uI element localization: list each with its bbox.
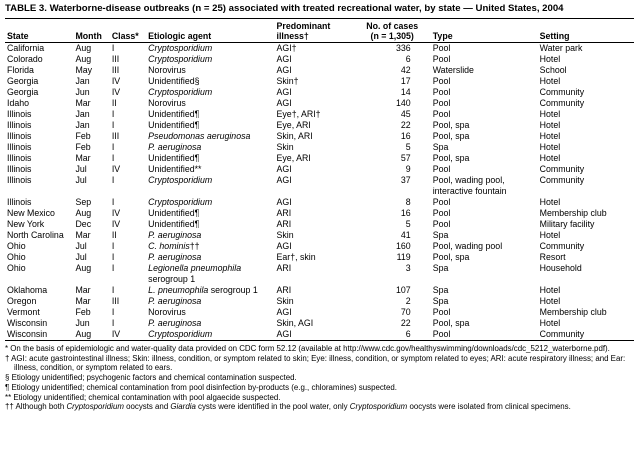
cell-class: III	[111, 65, 120, 75]
cell-class: I	[111, 307, 115, 317]
cell-illness: AGI	[276, 164, 292, 174]
cell-setting: Hotel	[539, 318, 561, 328]
cell-setting: Hotel	[539, 120, 561, 130]
table-row	[5, 329, 634, 341]
cell-class: III	[111, 131, 120, 141]
cell-type: Spa	[432, 142, 449, 152]
col-header-state: State	[5, 31, 73, 43]
table-row	[5, 109, 634, 120]
cell-state: New York	[7, 219, 45, 229]
cell-setting: Hotel	[539, 131, 561, 141]
footnote-text: Although both	[15, 402, 67, 412]
cell-month: Jan	[75, 109, 90, 119]
cell-state: Florida	[7, 65, 34, 75]
cell-class: I	[111, 241, 115, 251]
footnote-text: Etiology unidentified; chemical contamination from pool disinfection by-products (e.g., chloramines) suspected.	[11, 382, 397, 392]
cell-cases: 119	[396, 252, 411, 262]
table-row	[5, 98, 634, 109]
cell-cases: 3	[405, 263, 411, 273]
col-header-setting: Setting	[538, 31, 634, 43]
cell-state: Illinois	[7, 175, 32, 185]
cell-type: Pool	[432, 208, 451, 218]
cell-month: Feb	[75, 307, 91, 317]
cell-etiologic-agent: Norovirus	[148, 65, 186, 75]
cell-etiologic-agent: Unidentified¶	[148, 109, 200, 119]
cell-setting: Resort	[539, 252, 566, 262]
cell-cases: 42	[400, 65, 411, 75]
cell-etiologic-agent: C. hominis††	[148, 241, 200, 251]
cell-illness: Ear†, skin	[276, 252, 316, 262]
cell-class: I	[111, 252, 115, 262]
cell-cases: 14	[400, 87, 411, 97]
header-row-columns	[5, 31, 634, 43]
cell-setting: Hotel	[539, 296, 561, 306]
cell-cases: 6	[405, 329, 411, 339]
cell-setting: Community	[539, 164, 585, 174]
cell-etiologic-agent: P. aeruginosa	[148, 252, 202, 262]
footnotes	[5, 341, 634, 412]
cell-etiologic-agent: Unidentified**	[148, 164, 202, 174]
table-row	[5, 219, 634, 230]
cell-month: Jul	[75, 175, 87, 185]
cell-state: North Carolina	[7, 230, 64, 240]
cell-setting: Membership club	[539, 307, 607, 317]
cell-etiologic-agent: Cryptosporidium	[148, 175, 213, 185]
footnote	[5, 344, 634, 354]
cell-setting: Water park	[539, 43, 583, 53]
cell-illness: ARI	[276, 219, 292, 229]
cell-type: Pool	[432, 164, 451, 174]
cell-state: Ohio	[7, 252, 26, 262]
cell-type: Pool, spa	[432, 252, 470, 262]
cell-setting: School	[539, 65, 567, 75]
cell-illness: AGI	[276, 197, 292, 207]
cell-type: Spa	[432, 230, 449, 240]
cell-type: Pool, spa	[432, 318, 470, 328]
cell-class: I	[111, 318, 115, 328]
cell-illness: Eye†, ARI†	[276, 109, 321, 119]
cell-month: Mar	[75, 285, 91, 295]
cell-class: IV	[111, 208, 121, 218]
cell-state: Wisconsin	[7, 329, 48, 339]
cell-setting: Community	[539, 241, 585, 251]
cell-type: Spa	[432, 296, 449, 306]
cell-state: Ohio	[7, 241, 26, 251]
cell-state: Oregon	[7, 296, 37, 306]
col-header-month: Month	[73, 31, 109, 43]
cell-setting: Hotel	[539, 109, 561, 119]
cell-illness: ARI	[276, 208, 292, 218]
table-body	[5, 43, 634, 341]
footnote-marker: ††	[5, 402, 16, 412]
col-header-class: Class*	[110, 31, 146, 43]
cell-class: III	[111, 296, 120, 306]
cell-type: Pool, spa	[432, 153, 470, 163]
cell-month: Aug	[75, 263, 92, 273]
cell-class: II	[111, 230, 117, 240]
cell-class: I	[111, 263, 115, 273]
cell-cases: 41	[400, 230, 411, 240]
cell-month: Jul	[75, 164, 87, 174]
cell-etiologic-agent: Cryptosporidium	[148, 54, 213, 64]
cell-cases: 107	[396, 285, 411, 295]
footnote-text: On the basis of epidemiologic and water-quality data provided on CDC form 52.12 (available at http://www.cdc.gov/healthyswimming/downloads/cdc_5212_waterborne.pdf).	[10, 344, 610, 353]
cell-state: New Mexico	[7, 208, 55, 218]
cell-class: III	[111, 54, 120, 64]
cell-class: I	[111, 197, 115, 207]
cell-class: IV	[111, 219, 121, 229]
footnote	[5, 402, 634, 412]
cell-cases: 5	[405, 219, 411, 229]
cell-illness: ARI	[276, 263, 292, 273]
table-row	[5, 208, 634, 219]
cell-class: I	[111, 153, 115, 163]
cell-state: California	[7, 43, 45, 53]
cell-etiologic-agent: Unidentified§	[148, 76, 200, 86]
cell-type: Pool	[432, 307, 451, 317]
cell-month: May	[75, 65, 93, 75]
cell-class: II	[111, 98, 117, 108]
cell-type: Pool	[432, 87, 451, 97]
cell-month: Sep	[75, 197, 92, 207]
cell-illness: AGI	[276, 329, 292, 339]
cell-illness: AGI	[276, 54, 292, 64]
cell-month: Aug	[75, 208, 92, 218]
cell-cases: 8	[405, 197, 411, 207]
outbreaks-table	[5, 19, 634, 341]
cell-state: Illinois	[7, 164, 32, 174]
cell-state: Illinois	[7, 120, 32, 130]
table-row	[5, 76, 634, 87]
cell-month: Feb	[75, 142, 91, 152]
header-spacer	[431, 19, 634, 31]
cell-class: I	[111, 285, 115, 295]
cell-illness: Skin	[276, 230, 294, 240]
cell-month: Mar	[75, 230, 91, 240]
cell-type: Pool	[432, 109, 451, 119]
cell-month: Dec	[75, 219, 92, 229]
footnote	[5, 373, 634, 383]
cell-setting: Community	[539, 87, 585, 97]
cell-month: Mar	[75, 296, 91, 306]
cell-month: Aug	[75, 329, 92, 339]
cell-illness: Skin, AGI	[276, 318, 314, 328]
cell-setting: Community	[539, 329, 585, 339]
footnote-text: Cryptosporidium	[349, 402, 408, 412]
cell-etiologic-agent: P. aeruginosa	[148, 318, 202, 328]
table-row	[5, 87, 634, 98]
cell-state: Vermont	[7, 307, 40, 317]
cell-month: Mar	[75, 153, 91, 163]
cell-state: Illinois	[7, 197, 32, 207]
table-row	[5, 120, 634, 131]
cell-class: IV	[111, 76, 121, 86]
cell-state: Ohio	[7, 263, 26, 273]
cell-cases: 17	[400, 76, 411, 86]
footnote	[5, 354, 634, 373]
header-row-top	[5, 19, 634, 31]
cell-type: Pool, wading pool	[432, 241, 503, 251]
cell-cases: 16	[400, 131, 411, 141]
table-row	[5, 285, 634, 296]
cell-month: Mar	[75, 98, 91, 108]
cell-cases: 22	[400, 120, 411, 130]
cell-class: I	[111, 43, 115, 53]
header-predominant: Predominant	[276, 21, 331, 31]
cell-state: Oklahoma	[7, 285, 48, 295]
cell-cases: 16	[400, 208, 411, 218]
cell-etiologic-agent: Cryptosporidium	[148, 329, 213, 339]
cell-type: Pool, wading pool, interactive fountain	[432, 175, 507, 196]
cell-setting: Membership club	[539, 208, 607, 218]
footnote-text: AGI: acute gastrointestinal illness; Skin: illness, condition, or symptom related to skin; Eye: illness, condition, or symptom related to eyes; ARI: acute respiratory illness; and Ear: illness, condition, or symptom related to ears.	[11, 353, 626, 373]
cell-type: Pool, spa	[432, 131, 470, 141]
cell-type: Waterslide	[432, 65, 474, 75]
col-header-type: Type	[431, 31, 538, 43]
cell-illness: ARI	[276, 285, 292, 295]
cell-type: Pool	[432, 43, 451, 53]
footnote	[5, 393, 634, 403]
footnote-text: Etiology unidentified; psychogenic factors and chemical contamination suspected.	[11, 373, 297, 383]
cell-type: Pool	[432, 329, 451, 339]
cell-etiologic-agent: P. aeruginosa	[148, 296, 202, 306]
table-row	[5, 230, 634, 241]
table-row	[5, 263, 634, 285]
table-row	[5, 241, 634, 252]
cell-etiologic-agent: Legionella pneumophila serogroup 1	[148, 263, 242, 284]
cell-setting: Community	[539, 98, 585, 108]
cell-setting: Community	[539, 175, 585, 185]
table-row	[5, 142, 634, 153]
cell-setting: Military facility	[539, 219, 595, 229]
cell-cases: 140	[396, 98, 411, 108]
cell-setting: Hotel	[539, 197, 561, 207]
cell-state: Illinois	[7, 131, 32, 141]
cell-etiologic-agent: P. aeruginosa	[148, 142, 202, 152]
col-header-cases: (n = 1,305)	[354, 31, 431, 43]
table-row	[5, 131, 634, 142]
cell-illness: AGI	[276, 307, 292, 317]
cell-type: Pool, spa	[432, 120, 470, 130]
cell-illness: AGI	[276, 175, 292, 185]
footnote-text: oocysts were isolated from clinical specimens.	[407, 402, 571, 412]
cell-class: I	[111, 120, 115, 130]
col-header-illness: illness†	[275, 31, 354, 43]
cell-cases: 45	[400, 109, 411, 119]
cell-class: I	[111, 175, 115, 185]
cell-etiologic-agent: L. pneumophila serogroup 1	[148, 285, 258, 295]
table-row	[5, 54, 634, 65]
cell-setting: Hotel	[539, 142, 561, 152]
cell-illness: Skin	[276, 142, 294, 152]
col-header-etiologic-agent: Etiologic agent	[146, 31, 274, 43]
cell-month: Aug	[75, 43, 92, 53]
footnote-text: oocysts and	[123, 402, 171, 412]
footnote-text: cysts were identified in the pool water, only	[195, 402, 350, 412]
header-no-of-cases: No. of cases	[366, 21, 419, 31]
cell-setting: Hotel	[539, 76, 561, 86]
cell-etiologic-agent: Unidentified¶	[148, 208, 200, 218]
table-row	[5, 307, 634, 318]
cell-type: Pool	[432, 76, 451, 86]
cell-month: Jan	[75, 76, 90, 86]
cell-cases: 70	[400, 307, 411, 317]
cell-month: Jun	[75, 87, 90, 97]
cell-illness: Skin, ARI	[276, 131, 313, 141]
cell-type: Pool	[432, 219, 451, 229]
cell-illness: Eye, ARI	[276, 153, 311, 163]
footnote-marker: **	[5, 392, 14, 402]
cell-month: Jul	[75, 252, 87, 262]
table-row	[5, 197, 634, 208]
cell-etiologic-agent: Unidentified¶	[148, 219, 200, 229]
footnote-text: Etiology unidentified; chemical contamination with pool algaecide suspected.	[13, 392, 281, 402]
table-row	[5, 252, 634, 263]
cell-setting: Hotel	[539, 285, 561, 295]
cell-illness: AGI	[276, 87, 292, 97]
cell-etiologic-agent: Cryptosporidium	[148, 43, 213, 53]
cell-cases: 5	[405, 142, 411, 152]
footnote-text: Giardia	[170, 402, 196, 412]
cell-state: Colorado	[7, 54, 43, 64]
cell-illness: Skin	[276, 296, 294, 306]
footnote-text: Cryptosporidium	[66, 402, 124, 412]
footnote-marker: §	[5, 373, 12, 383]
cell-cases: 6	[405, 54, 411, 64]
cell-class: I	[111, 109, 115, 119]
table-row	[5, 153, 634, 164]
cell-cases: 336	[396, 43, 411, 53]
cell-illness: Skin†	[276, 76, 299, 86]
footnote-marker: †	[5, 353, 12, 363]
cell-type: Pool	[432, 98, 451, 108]
cell-state: Idaho	[7, 98, 30, 108]
cell-etiologic-agent: Cryptosporidium	[148, 197, 213, 207]
header-spacer	[5, 19, 275, 31]
table-row	[5, 65, 634, 76]
cell-state: Illinois	[7, 142, 32, 152]
table-row	[5, 296, 634, 307]
cell-cases: 2	[405, 296, 411, 306]
cell-month: Aug	[75, 54, 92, 64]
cell-month: Jul	[75, 241, 87, 251]
cell-type: Spa	[432, 285, 449, 295]
table-row	[5, 43, 634, 55]
footnote-marker: *	[5, 344, 11, 353]
cell-setting: Household	[539, 263, 582, 273]
cell-etiologic-agent: Unidentified¶	[148, 153, 200, 163]
cell-etiologic-agent: Norovirus	[148, 98, 186, 108]
cell-month: Jan	[75, 120, 90, 130]
cell-illness: AGI	[276, 241, 292, 251]
cell-class: IV	[111, 329, 121, 339]
cell-illness: AGI	[276, 65, 292, 75]
cell-illness: Eye, ARI	[276, 120, 311, 130]
cell-state: Georgia	[7, 76, 39, 86]
cell-state: Wisconsin	[7, 318, 48, 328]
table-row	[5, 318, 634, 329]
cell-class: IV	[111, 87, 121, 97]
cell-state: Illinois	[7, 153, 32, 163]
cell-type: Spa	[432, 263, 449, 273]
cell-cases: 160	[396, 241, 411, 251]
cell-setting: Hotel	[539, 153, 561, 163]
cell-state: Georgia	[7, 87, 39, 97]
cell-cases: 22	[400, 318, 411, 328]
cell-illness: AGI	[276, 98, 292, 108]
cell-type: Pool	[432, 197, 451, 207]
cell-class: IV	[111, 164, 121, 174]
table-row	[5, 175, 634, 197]
cell-etiologic-agent: Norovirus	[148, 307, 186, 317]
cell-month: Jun	[75, 318, 90, 328]
cell-month: Feb	[75, 131, 91, 141]
footnote	[5, 383, 634, 393]
cell-setting: Hotel	[539, 54, 561, 64]
table-title: TABLE 3. Waterborne-disease outbreaks (n = 25) associated with treated recreational water, by state — United States, 2004	[5, 3, 634, 19]
cell-cases: 9	[405, 164, 411, 174]
cell-etiologic-agent: Unidentified¶	[148, 120, 200, 130]
cell-cases: 37	[400, 175, 411, 185]
footnote-marker: ¶	[5, 382, 12, 392]
cell-type: Pool	[432, 54, 451, 64]
cell-etiologic-agent: Pseudomonas aeruginosa	[148, 131, 251, 141]
cell-etiologic-agent: P. aeruginosa	[148, 230, 202, 240]
table-header	[5, 19, 634, 43]
cell-cases: 57	[400, 153, 411, 163]
table-row	[5, 164, 634, 175]
cell-illness: AGI†	[276, 43, 297, 53]
cell-etiologic-agent: Cryptosporidium	[148, 87, 213, 97]
cell-setting: Hotel	[539, 230, 561, 240]
cell-state: Illinois	[7, 109, 32, 119]
cell-class: I	[111, 142, 115, 152]
